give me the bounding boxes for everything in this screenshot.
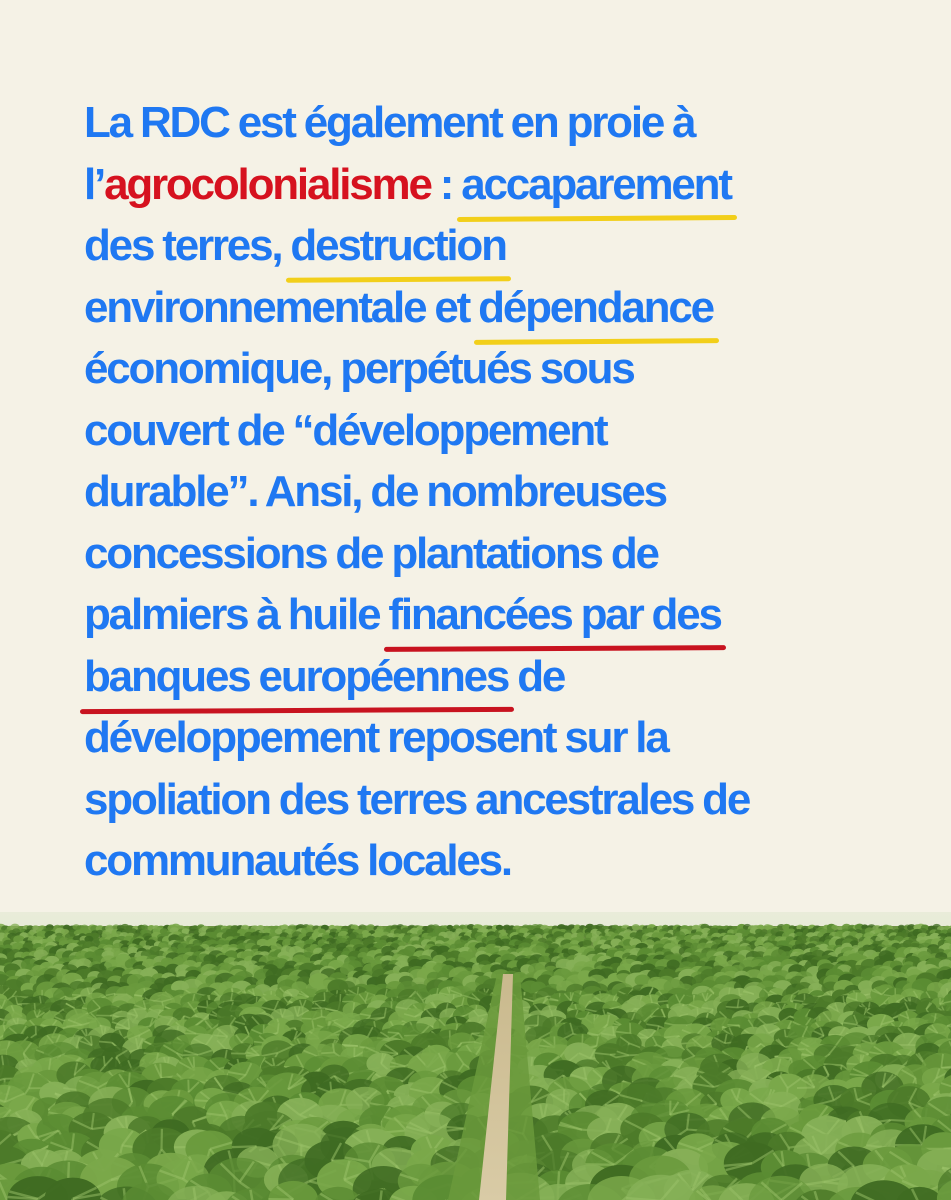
palm-frond <box>697 1009 698 1016</box>
palm-frond <box>785 1030 786 1038</box>
palm-frond <box>324 992 325 1000</box>
palm-crown <box>496 925 503 931</box>
palm-frond <box>613 1026 614 1035</box>
palm-crown <box>257 925 264 930</box>
palm-frond <box>843 996 844 1003</box>
highlight-accaparement: accaparement <box>461 159 731 209</box>
palm-frond <box>99 1042 112 1043</box>
text-segment: développement reposent sur la <box>84 713 668 762</box>
palm-frond <box>72 995 81 996</box>
text-line-3 <box>84 215 864 277</box>
palm-frond <box>658 1001 668 1002</box>
text-segment: couvert de “développement <box>84 405 607 455</box>
text-line-9 <box>84 584 864 646</box>
text-segment: spoliation des terres ancestrales de <box>84 774 750 824</box>
text-segment: de <box>508 651 565 701</box>
text-segment: durable”. Ansi, de nombreuses <box>84 467 666 516</box>
text-line-10 <box>84 646 864 708</box>
palm-frond <box>357 987 358 995</box>
text-segment: communautés locales. <box>84 836 511 885</box>
text-line-7 <box>84 461 864 523</box>
palm-frond <box>531 1057 532 1067</box>
text-segment: l’ <box>84 159 105 209</box>
highlight-financees: financées par des <box>388 590 721 639</box>
palm-frond <box>462 1042 476 1043</box>
palm-frond <box>302 1018 313 1019</box>
emphasis-agrocolonialisme: agrocolonialisme <box>104 159 431 209</box>
palm-frond <box>739 988 740 994</box>
palm-frond <box>437 988 438 994</box>
palm-frond <box>104 1056 105 1066</box>
text-line-13 <box>84 830 864 892</box>
highlight-banques: banques européennes <box>84 651 509 701</box>
text-line-6 <box>84 400 864 462</box>
palm-frond <box>388 1032 399 1033</box>
highlight-dependance: dépendance <box>478 282 713 332</box>
palm-frond <box>91 1036 92 1046</box>
text-line-1 <box>84 92 864 154</box>
text-line-8 <box>84 523 864 585</box>
palm-frond <box>797 1088 815 1089</box>
text-line-5 <box>84 338 864 400</box>
text-segment: : <box>430 159 462 209</box>
text-segment: La RDC est également en proie à <box>84 98 695 147</box>
palm-plantation-photo <box>0 912 951 1200</box>
main-paragraph <box>84 92 864 892</box>
text-segment: économique, perpétués sous <box>84 344 634 393</box>
palm-frond <box>726 1007 738 1008</box>
text-segment: environnementale et <box>84 282 479 332</box>
palm-frond <box>727 1025 739 1026</box>
palm-frond <box>321 1053 334 1054</box>
palm-frond <box>729 988 730 995</box>
palm-frond <box>128 1019 129 1029</box>
text-segment: palmiers à huile <box>84 590 389 639</box>
text-segment: concessions de plantations de <box>84 528 658 578</box>
highlight-destruction: destruction <box>290 221 506 270</box>
text-line-2 <box>84 154 864 216</box>
palm-frond <box>342 1045 358 1046</box>
palm-frond <box>353 1002 354 1010</box>
text-line-11 <box>84 707 864 769</box>
palm-crown <box>141 925 148 930</box>
palm-crown <box>632 924 640 930</box>
text-line-12 <box>84 769 864 831</box>
text-segment: des terres, <box>84 221 291 270</box>
palm-frond <box>40 996 41 1003</box>
palm-frond <box>278 1023 279 1033</box>
text-line-4 <box>84 277 864 339</box>
